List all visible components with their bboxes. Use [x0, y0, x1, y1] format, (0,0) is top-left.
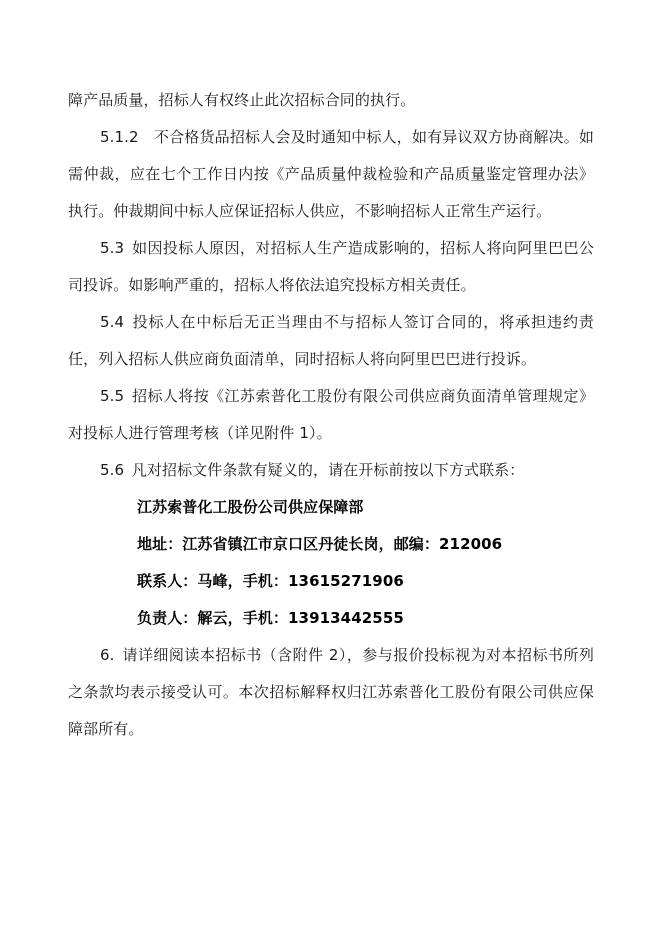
- clause-number-gap: [115, 646, 123, 664]
- paragraph-clause-5-4: [68, 304, 594, 378]
- clause-number-5-4: 5.4: [100, 313, 125, 331]
- clause-number-5-1-2: 5.1.2: [100, 128, 139, 146]
- contact-person: 联系人：马峰，手机：13615271906: [137, 572, 404, 590]
- clause-number-gap: [124, 387, 132, 405]
- clause-number-6: 6.: [100, 646, 115, 664]
- clause-text-5-3: 如因投标人原因，对招标人生产造成影响的，招标人将向阿里巴巴公司投诉。如影响严重的，招标人将依法追究投标方相关责任。: [68, 239, 594, 294]
- clause-number-gap: [139, 128, 154, 146]
- clause-number-gap: [124, 239, 132, 257]
- paragraph-carryover-text: 障产品质量，招标人有权终止此次招标合同的执行。: [68, 91, 416, 109]
- clause-number-5-6: 5.6: [100, 461, 125, 479]
- paragraph-clause-5-3: [68, 230, 594, 304]
- clause-number-gap: [124, 313, 132, 331]
- clause-number-gap: [124, 461, 132, 479]
- clause-number-5-3: 5.3: [100, 239, 125, 257]
- paragraph-carryover: [68, 82, 594, 119]
- paragraph-clause-6: [68, 637, 594, 748]
- paragraph-clause-5-6: [68, 452, 594, 489]
- clause-number-5-5: 5.5: [100, 387, 125, 405]
- clause-text-5-6: 凡对招标文件条款有疑义的，请在开标前按以下方式联系：: [131, 461, 525, 479]
- clause-text-5-1-2: 不合格货品招标人会及时通知中标人，如有异议双方协商解决。如需仲裁，应在七个工作日内按《产品质量仲裁检验和产品质量鉴定管理办法》执行。仲裁期间中标人应保证招标人供应，不影响招标人正常生产运行。: [68, 128, 594, 220]
- paragraph-clause-5-5: [68, 378, 594, 452]
- clause-text-6: 请详细阅读本招标书（含附件 2），参与报价投标视为对本招标书所列之条款均表示接受认可。本次招标解释权归江苏索普化工股份有限公司供应保障部所有。: [68, 646, 594, 738]
- document-text-body: [68, 82, 594, 748]
- contact-department: 江苏索普化工股份公司供应保障部: [137, 498, 364, 516]
- contact-manager: 负责人：解云，手机：13913442555: [137, 609, 404, 627]
- clause-text-5-5: 招标人将按《江苏索普化工股份有限公司供应商负面清单管理规定》对投标人进行管理考核（详见附件 1）。: [68, 387, 594, 442]
- paragraph-clause-5-1-2: [68, 119, 594, 230]
- contact-address: 地址：江苏省镇江市京口区丹徒长岗，邮编：212006: [137, 535, 503, 553]
- clause-text-5-4: 投标人在中标后无正当理由不与招标人签订合同的，将承担违约责任，列入招标人供应商负面清单，同时招标人将向阿里巴巴进行投诉。: [68, 313, 594, 368]
